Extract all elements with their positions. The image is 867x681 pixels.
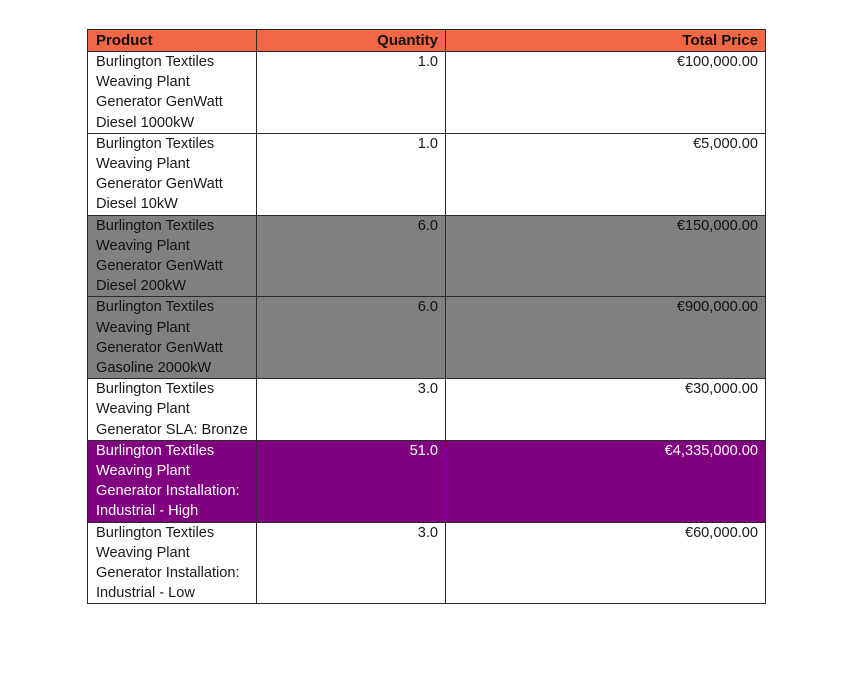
column-header-product: Product [88,30,257,52]
product-cell: Burlington Textiles Weaving Plant Generator Installation: Industrial - Low [88,522,257,604]
product-cell: Burlington Textiles Weaving Plant Generator SLA: Bronze [88,379,257,441]
total-price-cell: €30,000.00 [446,379,766,441]
product-cell: Burlington Textiles Weaving Plant Generator GenWatt Diesel 1000kW [88,52,257,134]
table-row-highlighted-grey [88,215,766,297]
total-price-cell: €60,000.00 [446,522,766,604]
quantity-cell: 6.0 [257,215,446,297]
quantity-cell: 3.0 [257,522,446,604]
product-cell: Burlington Textiles Weaving Plant Generator GenWatt Diesel 10kW [88,133,257,215]
total-price-cell: €5,000.00 [446,133,766,215]
table-row [88,52,766,134]
total-price-cell: €150,000.00 [446,215,766,297]
quantity-cell: 6.0 [257,297,446,379]
table-header-row [88,30,766,52]
table-row-highlighted-grey [88,297,766,379]
quantity-cell: 1.0 [257,52,446,134]
column-header-quantity: Quantity [257,30,446,52]
total-price-cell: €100,000.00 [446,52,766,134]
product-cell: Burlington Textiles Weaving Plant Generator GenWatt Gasoline 2000kW [88,297,257,379]
product-cell: Burlington Textiles Weaving Plant Generator GenWatt Diesel 200kW [88,215,257,297]
quantity-cell: 51.0 [257,440,446,522]
table-row [88,133,766,215]
column-header-total-price: Total Price [446,30,766,52]
total-price-cell: €4,335,000.00 [446,440,766,522]
table-row [88,522,766,604]
product-cell: Burlington Textiles Weaving Plant Generator Installation: Industrial - High [88,440,257,522]
table-row-highlighted-purple [88,440,766,522]
total-price-cell: €900,000.00 [446,297,766,379]
quantity-cell: 1.0 [257,133,446,215]
quote-line-items-table [87,29,766,604]
table-row [88,379,766,441]
quantity-cell: 3.0 [257,379,446,441]
